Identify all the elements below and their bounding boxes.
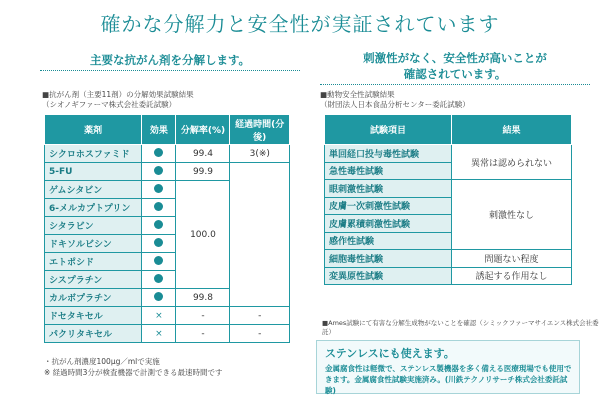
effective-dot-icon bbox=[154, 256, 163, 265]
col-effect: 効果 bbox=[142, 115, 176, 145]
rate-cell: 100.0 bbox=[176, 181, 230, 289]
table-row bbox=[45, 145, 290, 163]
box-text: 金属腐食性は軽微で、ステンレス製機器を多く備える医療現場でも使用できます。金属腐食性試験実施済み。(川鉄テクノリサーチ株式会社委託試験) bbox=[325, 364, 572, 395]
drug-name: エトポシド bbox=[45, 253, 142, 271]
left-heading bbox=[40, 52, 300, 71]
col-result: 結果 bbox=[452, 115, 572, 145]
rate-cell: 99.8 bbox=[176, 289, 230, 307]
note-line: （財団法人日本食品分析センター委託試験） bbox=[320, 100, 470, 109]
table-row bbox=[45, 307, 290, 325]
col-time: 経過時間(分後) bbox=[230, 115, 290, 145]
rate-cell: - bbox=[176, 307, 230, 325]
stainless-info-box bbox=[316, 340, 580, 394]
effect-cell bbox=[142, 253, 176, 271]
left-table-note bbox=[42, 90, 194, 110]
note-line: ■抗がん剤（主要11剤）の分解効果試験結果 bbox=[42, 90, 194, 99]
col-drug: 薬剤 bbox=[45, 115, 142, 145]
rate-cell: 99.9 bbox=[176, 163, 230, 181]
effective-dot-icon bbox=[154, 274, 163, 283]
drug-name: ドキソルビシン bbox=[45, 235, 142, 253]
effective-dot-icon bbox=[154, 202, 163, 211]
effect-cell bbox=[142, 235, 176, 253]
test-name: 皮膚一次刺激性試験 bbox=[325, 197, 452, 215]
effective-dot-icon bbox=[154, 220, 163, 229]
table-row bbox=[325, 267, 572, 285]
effect-cell bbox=[142, 145, 176, 163]
effective-dot-icon bbox=[154, 166, 163, 175]
ames-note: ■Ames試験にて有害な分解生成物がないことを確認（シミックファーマサイエンス株式会社委託） bbox=[322, 319, 599, 336]
test-name: 皮膚累積刺激性試験 bbox=[325, 215, 452, 233]
time-cell: - bbox=[230, 325, 290, 343]
page-title: 確かな分解力と安全性が実証されています bbox=[100, 12, 500, 36]
right-heading-line1: 刺激性がなく、安全性が高いことが bbox=[363, 51, 547, 65]
result-cell: 異常は認められない bbox=[452, 145, 572, 180]
time-cell: - bbox=[230, 307, 290, 325]
test-name: 感作性試験 bbox=[325, 232, 452, 250]
drug-name: ドセタキセル bbox=[45, 307, 142, 325]
result-cell: 誘起する作用なし bbox=[452, 267, 572, 285]
rate-cell: - bbox=[176, 325, 230, 343]
effect-cell bbox=[142, 199, 176, 217]
drug-name: カルボプラチン bbox=[45, 289, 142, 307]
right-table-note bbox=[320, 90, 470, 110]
result-cell: 問題ない程度 bbox=[452, 250, 572, 268]
ineffective-cross-icon: × bbox=[142, 325, 176, 343]
left-footnotes bbox=[44, 356, 222, 378]
effect-cell bbox=[142, 217, 176, 235]
effect-cell bbox=[142, 271, 176, 289]
ineffective-cross-icon: × bbox=[142, 307, 176, 325]
effective-dot-icon bbox=[154, 292, 163, 301]
col-rate: 分解率(%) bbox=[176, 115, 230, 145]
table-row bbox=[325, 180, 572, 198]
table-row bbox=[325, 250, 572, 268]
heading-divider bbox=[320, 84, 590, 85]
footnote: ※ 経過時間3分が検査機器で計測できる最速時間です bbox=[44, 368, 223, 377]
drug-name: ゲムシタビン bbox=[45, 181, 142, 199]
effective-dot-icon bbox=[154, 184, 163, 193]
effect-cell bbox=[142, 163, 176, 181]
test-name: 急性毒性試験 bbox=[325, 162, 452, 180]
drug-name: 5-FU bbox=[45, 163, 142, 181]
table-row bbox=[325, 145, 572, 163]
time-cell: 3(※) bbox=[230, 145, 290, 163]
drug-name: 6-メルカプトプリン bbox=[45, 199, 142, 217]
box-title: ステンレスにも使えます。 bbox=[325, 347, 455, 360]
note-line: （シオノギファーマ株式会社委託試験） bbox=[42, 100, 177, 109]
drug-name: シクロホスファミド bbox=[45, 145, 142, 163]
right-heading-line2: 確認されています。 bbox=[403, 67, 507, 81]
note-line: ■動物安全性試験結果 bbox=[320, 90, 395, 99]
table-row bbox=[45, 325, 290, 343]
effect-cell bbox=[142, 181, 176, 199]
test-name: 変異原性試験 bbox=[325, 267, 452, 285]
drug-name: シタラビン bbox=[45, 217, 142, 235]
heading-divider bbox=[40, 70, 300, 71]
time-cell bbox=[230, 163, 290, 307]
left-heading-text: 主要な抗がん剤を分解します。 bbox=[89, 53, 251, 67]
footnote: ・抗がん剤濃度100μg／mlで実施 bbox=[44, 357, 160, 366]
drug-name: シスプラチン bbox=[45, 271, 142, 289]
effective-dot-icon bbox=[154, 148, 163, 157]
effective-dot-icon bbox=[154, 238, 163, 247]
table-row bbox=[45, 163, 290, 181]
drug-name: パクリタキセル bbox=[45, 325, 142, 343]
anticancer-drug-table bbox=[44, 114, 290, 343]
effect-cell bbox=[142, 289, 176, 307]
col-test-item: 試験項目 bbox=[325, 115, 452, 145]
rate-cell: 99.4 bbox=[176, 145, 230, 163]
test-name: 眼刺激性試験 bbox=[325, 180, 452, 198]
result-cell: 刺激性なし bbox=[452, 180, 572, 250]
right-heading bbox=[320, 50, 590, 85]
safety-test-table bbox=[324, 114, 572, 285]
test-name: 単回経口投与毒性試験 bbox=[325, 145, 452, 163]
test-name: 細胞毒性試験 bbox=[325, 250, 452, 268]
